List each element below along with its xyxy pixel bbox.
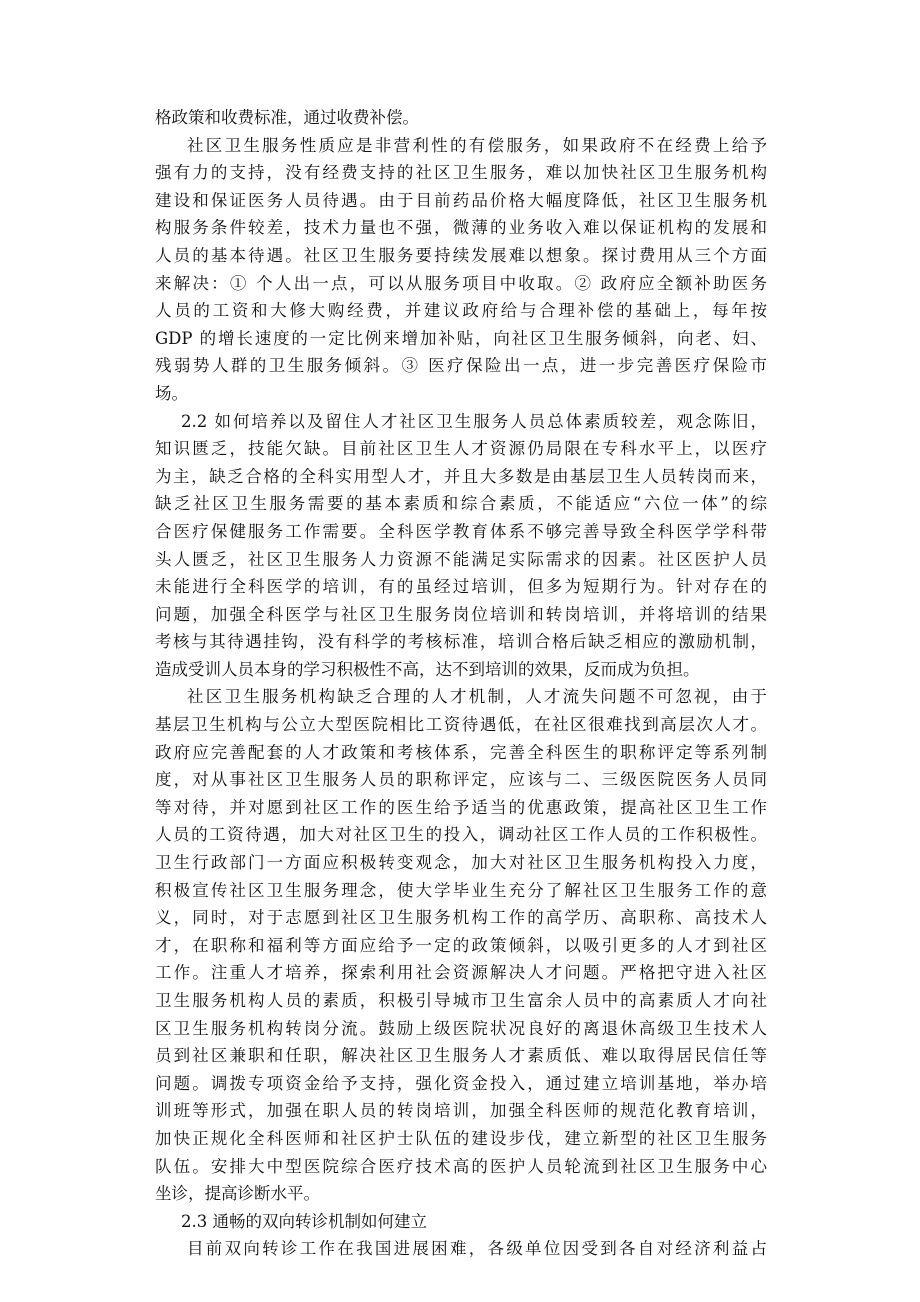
text-line: 人员的工资待遇，加大对社区卫生的投入，调动社区工作人员的工作积极性。 [155, 825, 767, 845]
text-line: 人员的工资和大修大购经费，并建议政府给与合理补偿的基础上，每年按 [155, 301, 767, 321]
text-line: 目前双向转诊工作在我国进展困难，各级单位因受到各自对经济利益占 [187, 1239, 767, 1259]
text-line: 为主，缺乏合格的全科实用型人才，并且大多数是由基层卫生人员转岗而来， [155, 466, 767, 486]
text-line: 残弱势人群的卫生服务倾斜。③ 医疗保险出一点，进一步完善医疗保险市 [155, 356, 767, 376]
text-line: 基层卫生机构与公立大型医院相比工资待遇低，在社区很难找到高层次人才。 [155, 715, 767, 735]
text-line: 社区卫生服务机构缺乏合理的人才机制，人才流失问题不可忽视，由于 [187, 687, 767, 707]
text-line: 员到社区兼职和任职，解决社区卫生服务人才素质低、难以取得居民信任等 [155, 1046, 767, 1066]
text-line: 政府应完善配套的人才政策和考核体系，完善全科医生的职称评定等系列制 [155, 742, 767, 762]
text-line: 建设和保证医务人员待遇。由于目前药品价格大幅度降低，社区卫生服务机 [155, 190, 767, 210]
text-line: 度，对从事社区卫生服务人员的职称评定，应该与二、三级医院医务人员同 [155, 770, 767, 790]
text-line: 来解决：① 个人出一点，可以从服务项目中收取。② 政府应全额补助医务 [155, 273, 767, 293]
text-line: 卫生服务机构人员的素质，积极引导城市卫生富余人员中的高素质人才向社 [155, 991, 767, 1010]
text-line: 场。 [155, 383, 188, 403]
text-line: 未能进行全科医学的培训，有的虽经过培训，但多为短期行为。针对存在的 [155, 577, 767, 597]
text-line: 加快正规化全科医师和社区护士队伍的建设步伐，建立新型的社区卫生服务 [155, 1128, 767, 1148]
text-line: 区卫生服务机构转岗分流。鼓励上级医院状况良好的离退休高级卫生技术人 [155, 1018, 767, 1038]
text-line: 才，在职称和福利等方面应给予一定的政策倾斜，以吸引更多的人才到社区 [155, 935, 767, 955]
text-line: 问题，加强全科医学与社区卫生服务岗位培训和转岗培训，并将培训的结果 [155, 604, 767, 624]
text-line: 等对待，并对愿到社区工作的医生给予适当的优惠政策，提高社区卫生工作 [155, 797, 767, 817]
text-line: 知识匮乏，技能欠缺。目前社区卫生人才资源仍局限在专科水平上，以医疗 [155, 439, 767, 459]
section-heading-line: 2.3 通畅的双向转诊机制如何建立 [181, 1211, 427, 1231]
text-line: 头人匮乏，社区卫生服务人力资源不能满足实际需求的因素。社区医护人员 [155, 549, 767, 569]
text-line: 构服务条件较差，技术力量也不强，微薄的业务收入难以保证机构的发展和 [155, 218, 767, 238]
text-line: 格政策和收费标准，通过收费补偿。 [155, 108, 419, 127]
section-heading-line: 2.2 如何培养以及留住人才社区卫生服务人员总体素质较差，观念陈旧， [181, 411, 767, 431]
text-line: 义，同时，对于志愿到社区卫生服务机构工作的高学历、高职称、高技术人 [155, 908, 767, 928]
text-line: 积极宣传社区卫生服务理念，使大学毕业生充分了解社区卫生服务工作的意 [155, 880, 767, 900]
text-line: 强有力的支持，没有经费支持的社区卫生服务，难以加快社区卫生服务机构 [155, 163, 767, 183]
document-page [155, 104, 767, 1263]
text-line: 造成受训人员本身的学习积极性不高，达不到培训的效果，反而成为负担。 [155, 659, 700, 679]
text-line: 问题。调拨专项资金给予支持，强化资金投入，通过建立培训基地，举办培 [155, 1073, 767, 1093]
text-line: 训班等形式，加强在职人员的转岗培训，加强全科医师的规范化教育培训， [155, 1101, 767, 1121]
text-line: 工作。注重人才培养，探索利用社会资源解决人才问题。严格把守进入社区 [155, 963, 767, 983]
text-line: 合医疗保健服务工作需要。全科医学教育体系不够完善导致全科医学学科带 [155, 521, 767, 541]
text-line: 人员的基本待遇。社区卫生服务要持续发展难以想象。探讨费用从三个方面 [155, 245, 767, 265]
text-line: 队伍。安排大中型医院综合医疗技术高的医护人员轮流到社区卫生服务中心 [155, 1156, 767, 1176]
text-line: 考核与其待遇挂钩，没有科学的考核标准，培训合格后缺乏相应的激励机制， [155, 632, 767, 652]
text-line: 坐诊，提高诊断水平。 [155, 1184, 320, 1204]
text-line: 缺乏社区卫生服务需要的基本素质和综合素质，不能适应“六位一体”的综 [155, 494, 767, 514]
text-line: GDP 的增长速度的一定比例来增加补贴，向社区卫生服务倾斜，向老、妇、 [155, 328, 767, 348]
text-line: 社区卫生服务性质应是非营利性的有偿服务，如果政府不在经费上给予 [187, 135, 767, 155]
text-line: 卫生行政部门一方面应积极转变观念，加大对社区卫生服务机构投入力度， [155, 853, 767, 873]
